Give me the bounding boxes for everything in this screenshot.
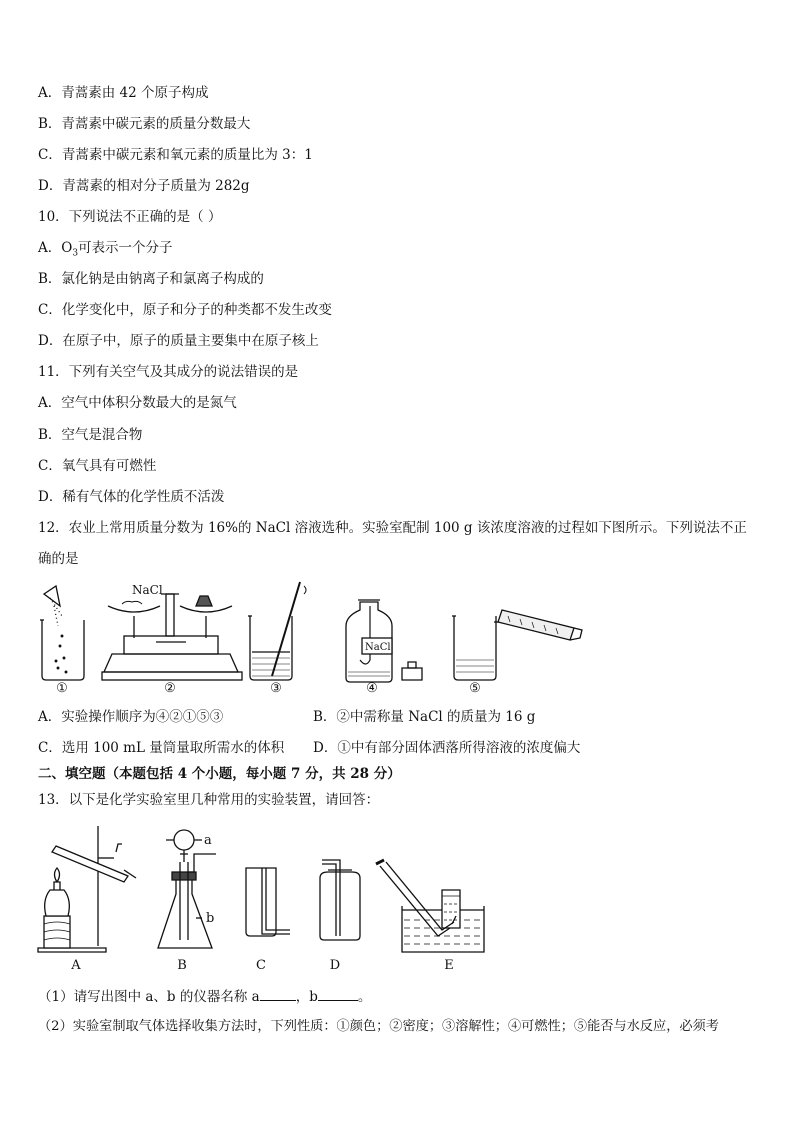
q13-caption-a: A <box>71 958 81 973</box>
nacl-bottle-label: NaCl <box>365 642 391 653</box>
q12-caption-3: ③ <box>270 681 282 696</box>
q13-sub1 <box>38 987 371 1006</box>
q12-caption-4: ④ <box>366 681 378 696</box>
q11-option-a: A．空气中体积分数最大的是氮气 <box>38 395 237 411</box>
q12-figure <box>36 576 596 686</box>
q10-option-a <box>38 239 173 263</box>
reagent-bottle-illustration <box>346 600 422 682</box>
q13-caption-c: C <box>256 958 266 973</box>
q9-option-a: A．青蒿素由 42 个原子构成 <box>38 85 209 101</box>
q11-option-c: C．氧气具有可燃性 <box>38 458 157 474</box>
q12-stem-line2: 确的是 <box>38 551 79 567</box>
q13-sub2: （2）实验室制取气体选择收集方法时，下列性质：①颜色；②密度；③溶解性；④可燃性；⑤能否与水反应，必须考 <box>38 1019 719 1034</box>
q13-caption-b: B <box>177 958 187 973</box>
q13-sub1-mid: ，b <box>295 989 318 1005</box>
q9-option-d: D．青蒿素的相对分子质量为 282g <box>38 178 250 194</box>
q9-option-b: B．青蒿素中碳元素的质量分数最大 <box>38 116 251 132</box>
apparatus-d-illustration <box>320 860 360 940</box>
q13-stem: 13．以下是化学实验室里几种常用的实验装置，请回答： <box>38 792 380 808</box>
beaker-stirring-illustration <box>248 582 306 680</box>
blank-b[interactable] <box>318 987 358 1001</box>
beaker-cylinder-pouring-illustration <box>452 610 582 680</box>
nacl-balance-label: NaCl <box>132 583 163 597</box>
q13-caption-d: D <box>329 958 341 973</box>
apparatus-c-illustration <box>246 868 290 936</box>
balance-illustration <box>102 594 242 680</box>
q10-option-c: C．化学变化中，原子和分子的种类都不发生改变 <box>38 302 332 318</box>
q12-option-d: D．①中有部分固体洒落所得溶液的浓度偏大 <box>313 740 581 756</box>
q12-option-b: B．②中需称量 NaCl 的质量为 16 g <box>313 709 536 725</box>
apparatus-e-illustration <box>376 860 484 952</box>
q11-option-d: D．稀有气体的化学性质不活泼 <box>38 489 225 505</box>
beaker-pouring-solid-illustration <box>40 586 84 680</box>
q13-figure <box>36 824 506 956</box>
q13-sub1-pre: （1）请写出图中 a、b 的仪器名称 a <box>38 989 260 1005</box>
q10-a-sub: 3 <box>72 248 79 259</box>
q10-option-d: D．在原子中，原子的质量主要集中在原子核上 <box>38 333 319 349</box>
q10-stem: 10．下列说法不正确的是（ ） <box>38 209 222 225</box>
q13-caption-e: E <box>444 958 454 973</box>
q10-a-pre: A．O <box>38 240 73 256</box>
q12-option-a: A．实验操作顺序为④②①⑤③ <box>38 709 224 725</box>
blank-a[interactable] <box>260 987 296 1001</box>
q12-caption-1: ① <box>56 681 68 696</box>
q12-stem-line1: 12．农业上常用质量分数为 16%的 NaCl 溶液选种。实验室配制 100 g 该浓度溶液的过程如下图所示。下列说法不正 <box>38 520 747 536</box>
q10-option-b: B．氯化钠是由钠离子和氯离子构成的 <box>38 271 264 287</box>
q13-sub1-post: 。 <box>357 989 372 1005</box>
q10-a-post: 可表示一个分子 <box>78 240 173 256</box>
label-b: b <box>206 911 215 926</box>
q12-option-c: C．选用 100 mL 量筒量取所需水的体积 <box>38 740 285 756</box>
q12-caption-5: ⑤ <box>469 681 481 696</box>
q12-caption-2: ② <box>164 681 176 696</box>
section2-title: 二、填空题（本题包括 4 个小题，每小题 7 分，共 28 分） <box>38 766 401 782</box>
apparatus-a-illustration <box>38 826 136 952</box>
q9-option-c: C．青蒿素中碳元素和氧元素的质量比为 3：1 <box>38 147 313 163</box>
q11-stem: 11．下列有关空气及其成分的说法错误的是 <box>38 364 299 380</box>
q11-option-b: B．空气是混合物 <box>38 427 143 443</box>
label-a: a <box>204 833 212 848</box>
